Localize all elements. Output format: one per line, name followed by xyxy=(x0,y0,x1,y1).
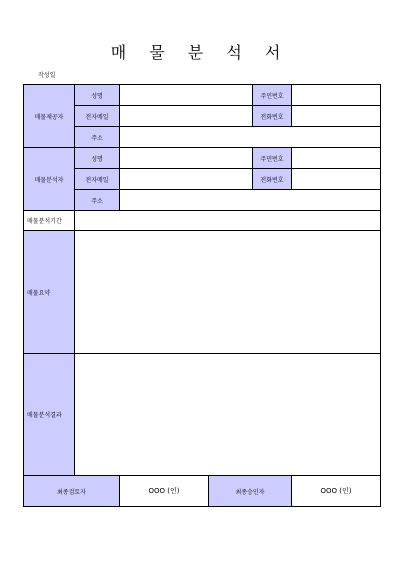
page-title: 매 물 분 석 서 xyxy=(110,43,290,62)
analyst-id-field[interactable] xyxy=(292,148,381,169)
provider-id-field[interactable] xyxy=(292,85,381,106)
analyst-phone-label: 전화번호 xyxy=(253,169,292,190)
analyst-address-label: 주소 xyxy=(75,190,120,211)
date-label: 작성일 xyxy=(38,72,56,79)
reviewer-signature[interactable]: OOO (인) xyxy=(120,476,209,507)
reviewer-label: 최종검토자 xyxy=(24,476,120,507)
provider-id-label: 주민번호 xyxy=(253,85,292,106)
provider-name-label: 성명 xyxy=(75,85,120,106)
provider-section-label: 매물제공자 xyxy=(24,85,75,148)
approver-label: 최종승인자 xyxy=(209,476,292,507)
provider-email-label: 전자메일 xyxy=(75,106,120,127)
provider-phone-field[interactable] xyxy=(292,106,381,127)
analyst-email-field[interactable] xyxy=(120,169,253,190)
approver-signature[interactable]: OOO (인) xyxy=(292,476,381,507)
period-label: 매물분석기간 xyxy=(24,211,75,231)
analyst-id-label: 주민번호 xyxy=(253,148,292,169)
provider-address-label: 주소 xyxy=(75,127,120,148)
analyst-phone-field[interactable] xyxy=(292,169,381,190)
summary-field[interactable] xyxy=(75,231,381,354)
analyst-email-label: 전자메일 xyxy=(75,169,120,190)
analyst-name-field[interactable] xyxy=(120,148,253,169)
analyst-address-field[interactable] xyxy=(120,190,381,211)
provider-email-field[interactable] xyxy=(120,106,253,127)
analysis-form-table xyxy=(23,84,381,507)
result-field[interactable] xyxy=(75,354,381,476)
period-field[interactable] xyxy=(75,211,381,231)
provider-name-field[interactable] xyxy=(120,85,253,106)
provider-address-field[interactable] xyxy=(120,127,381,148)
summary-label: 매물요약 xyxy=(24,231,75,354)
analyst-section-label: 매물분석자 xyxy=(24,148,75,211)
result-label: 매물분석결과 xyxy=(24,354,75,476)
analyst-name-label: 성명 xyxy=(75,148,120,169)
provider-phone-label: 전화번호 xyxy=(253,106,292,127)
